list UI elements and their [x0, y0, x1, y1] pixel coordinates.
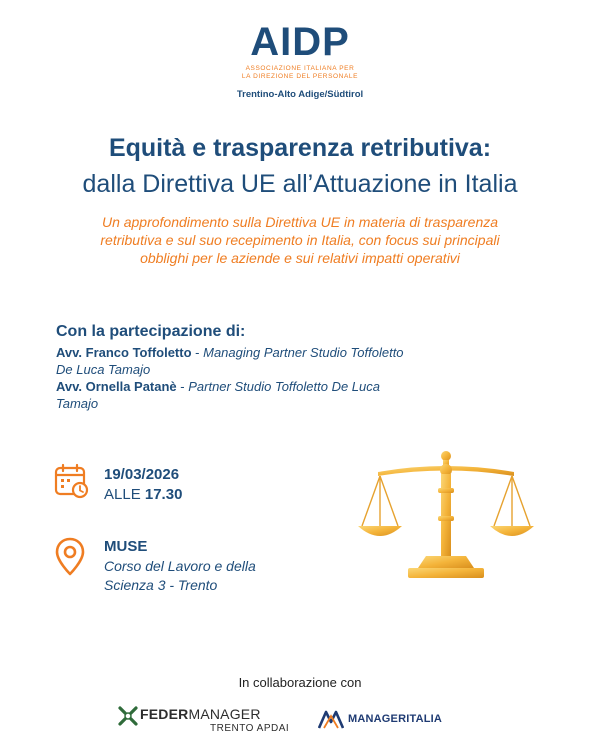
speaker-name: Avv. Ornella Patanè — [56, 379, 177, 394]
federmanager-subtitle: TRENTO APDAI — [210, 723, 290, 734]
collaboration-label: In collaborazione con — [238, 675, 362, 690]
speaker-role: Managing Partner Studio Toffoletto De Luca Tamajo — [56, 345, 404, 377]
page-title-line-1: Equità e trasparenza retributiva: — [108, 134, 492, 162]
event-description: Un approfondimento sulla Direttiva UE in materia di trasparenza retributiva e sul suo recepimento in Italia, con focus sui principali obblighi per le aziende e sui relativi impatti operativi — [100, 214, 500, 266]
logo-subtitle-line-2: LA DIREZIONE DEL PERSONALE — [241, 73, 359, 80]
logo-mark: AIDP — [250, 20, 350, 64]
logo-subtitle-line-1: ASSOCIAZIONE ITALIANA PER — [245, 65, 355, 72]
speaker-role: Partner Studio Toffoletto De Luca Tamajo — [56, 379, 380, 411]
speaker-separator: - — [191, 345, 204, 360]
location-pin-icon — [54, 537, 86, 577]
speaker-item — [56, 344, 406, 378]
time-prefix: ALLE — [104, 486, 141, 503]
manageritalia-emblem-icon — [318, 708, 344, 730]
federmanager-emblem-icon — [118, 706, 138, 726]
federmanager-logo — [118, 703, 298, 737]
page-title-line-2: dalla Direttiva UE all’Attuazione in Italia — [82, 170, 518, 198]
calendar-clock-icon — [54, 463, 90, 499]
logo-subtitle — [0, 65, 600, 81]
manageritalia-logo — [318, 708, 458, 732]
participants-heading: Con la partecipazione di: — [56, 323, 246, 340]
time-value: 17.30 — [144, 486, 183, 503]
venue-name: MUSE — [104, 538, 148, 555]
federmanager-name-bold: FEDER — [140, 706, 189, 722]
federmanager-name — [140, 706, 261, 722]
balance-scale-icon — [356, 448, 544, 588]
logo-region: Trentino-Alto Adige/Südtirol — [236, 89, 364, 100]
event-time — [104, 486, 182, 503]
speaker-item — [56, 378, 406, 412]
federmanager-name-light: MANAGER — [188, 706, 261, 722]
venue-address: Corso del Lavoro e della Scienza 3 - Trento — [104, 558, 256, 593]
speaker-separator: - — [176, 379, 189, 394]
manageritalia-name: MANAGERITALIA — [348, 713, 443, 725]
event-date: 19/03/2026 — [104, 466, 180, 483]
speaker-name: Avv. Franco Toffoletto — [56, 345, 192, 360]
aidp-logo — [0, 22, 600, 100]
